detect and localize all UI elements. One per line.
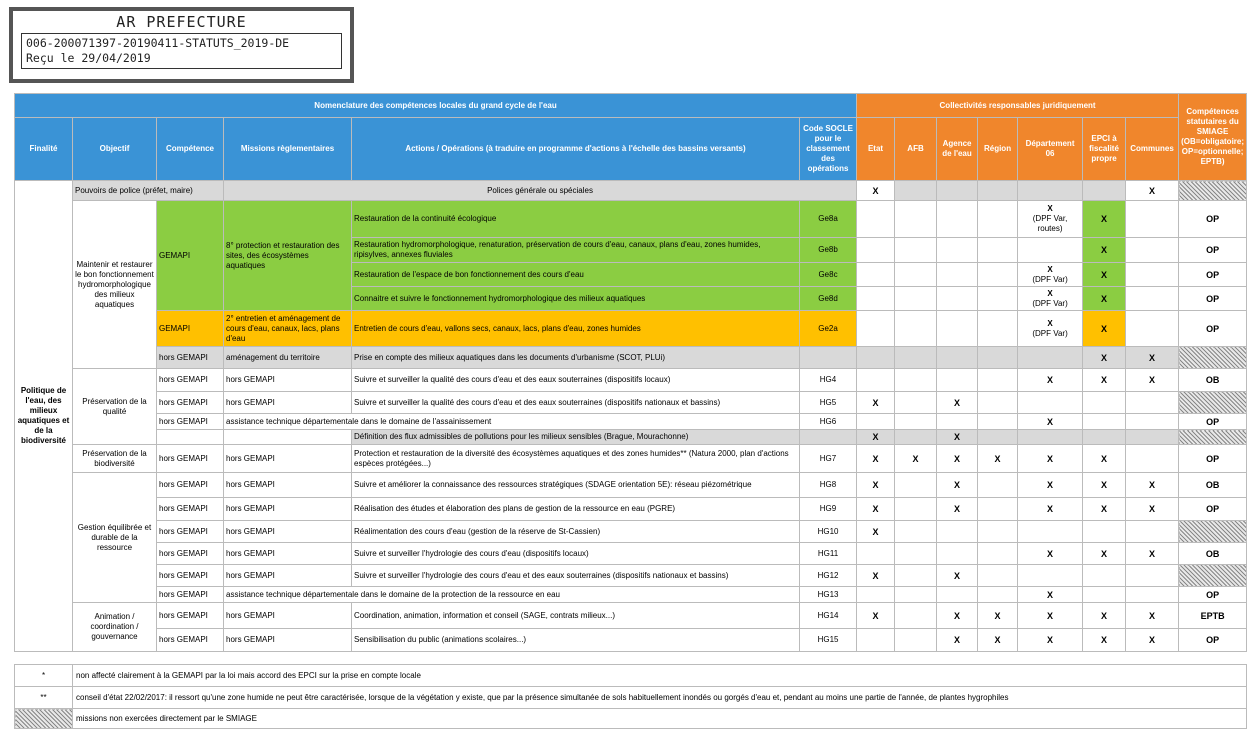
- notes-table: [14, 664, 1247, 729]
- smiage-op: OP: [1179, 414, 1247, 430]
- mission-hors: hors GEMAPI: [224, 603, 352, 629]
- smiage-op: OP: [1179, 587, 1247, 603]
- table-row: [15, 369, 1247, 392]
- mark-x: X: [1083, 263, 1126, 287]
- code-hg4: HG4: [800, 369, 857, 392]
- table-row: [15, 565, 1247, 587]
- table-row: [15, 445, 1247, 473]
- action-flux: Définition des flux admissibles de pollutions pour les milieux sensibles (Brague, Mourachonne): [352, 430, 800, 445]
- objectif-maintenir: Maintenir et restaurer le bon fonctionnement hydromorphologique des milieux aquatiques: [73, 201, 157, 369]
- note-marker: **: [15, 687, 73, 709]
- smiage-ob: OB: [1179, 369, 1247, 392]
- mark-x: X: [1126, 498, 1179, 521]
- mark-x: X: [937, 430, 978, 445]
- competence-hors: hors GEMAPI: [157, 347, 224, 369]
- code-hg12: HG12: [800, 565, 857, 587]
- header-agence: Agence de l'eau: [937, 118, 978, 181]
- mission-assist-ressource: assistance technique départementale dans le domaine de la protection de la ressource en eau: [224, 587, 800, 603]
- mission-hors: hors GEMAPI: [224, 543, 352, 565]
- smiage-op: OP: [1179, 201, 1247, 238]
- mark-x: X: [937, 565, 978, 587]
- mark-x: X: [978, 629, 1018, 652]
- mark-x: X: [978, 603, 1018, 629]
- table-row: [15, 311, 1247, 347]
- finalite-cell: Politique de l'eau, des milieux aquatiques et de la biodiversité: [15, 181, 73, 652]
- mark-x: X: [1083, 603, 1126, 629]
- smiage-op: OP: [1179, 263, 1247, 287]
- table-row: [15, 498, 1247, 521]
- dept-note: (DPF Var, routes): [1032, 214, 1068, 233]
- code-hg8: HG8: [800, 473, 857, 498]
- header-finalite: Finalité: [15, 118, 73, 181]
- competence-hors: hors GEMAPI: [157, 473, 224, 498]
- mark-x: X: [1126, 629, 1179, 652]
- header-collectivites: Collectivités responsables juridiquement: [857, 94, 1179, 118]
- action-hg9: Réalisation des études et élaboration des plans de gestion de la ressource en eau (PGRE): [352, 498, 800, 521]
- mission-2: 2° entretien et aménagement de cours d'eau, canaux, lacs, plans d'eau: [224, 311, 352, 347]
- mission-hors: hors GEMAPI: [224, 445, 352, 473]
- mark-x: X: [1083, 445, 1126, 473]
- police-action: Polices générale ou spéciales: [224, 181, 857, 201]
- hatch-cell: [1179, 392, 1247, 414]
- note-row: [15, 665, 1247, 687]
- note-text: non affecté clairement à la GEMAPI par la loi mais accord des EPCI sur la prise en compte locale: [73, 665, 1247, 687]
- mission-8: 8° protection et restauration des sites, des écosystèmes aquatiques: [224, 201, 352, 311]
- action-hg7: Protection et restauration de la diversité des écosystèmes aquatiques et des zones humides** (Natura 2000, plan d'actions espèces protégées...): [352, 445, 800, 473]
- hatch-cell: [1179, 347, 1247, 369]
- table-row: [15, 587, 1247, 603]
- mark-x: X: [857, 521, 895, 543]
- mark-x: X: [857, 603, 895, 629]
- action-hg12: Suivre et surveiller l'hydrologie des cours d'eau et des eaux souterraines (dispositifs nationaux et bassins): [352, 565, 800, 587]
- mark-x: X: [1126, 369, 1179, 392]
- action-hg11: Suivre et surveiller l'hydrologie des cours d'eau (dispositifs locaux): [352, 543, 800, 565]
- mark-x: X: [937, 603, 978, 629]
- mark-x: X: [1083, 201, 1126, 238]
- table-row: [15, 543, 1247, 565]
- competence-hors: hors GEMAPI: [157, 565, 224, 587]
- smiage-eptb: EPTB: [1179, 603, 1247, 629]
- header-missions: Missions règlementaires: [224, 118, 352, 181]
- header-competence: Compétence: [157, 118, 224, 181]
- hatch-cell: [1179, 565, 1247, 587]
- mark-x: X: [1018, 603, 1083, 629]
- header-departement: Département 06: [1018, 118, 1083, 181]
- competence-hors: hors GEMAPI: [157, 498, 224, 521]
- mark-x: X: [857, 392, 895, 414]
- mark-x: X: [1018, 543, 1083, 565]
- mark-x: X: [857, 181, 895, 201]
- action-hg10: Réalimentation des cours d'eau (gestion de la réserve de St-Cassien): [352, 521, 800, 543]
- hatch-cell: [1179, 430, 1247, 445]
- header-afb: AFB: [895, 118, 937, 181]
- header-etat: Etat: [857, 118, 895, 181]
- table-row: [15, 347, 1247, 369]
- mark-x: X: [1126, 473, 1179, 498]
- mark-x: X: [1047, 204, 1053, 213]
- objectif-gestion: Gestion équilibrée et durable de la ressource: [73, 473, 157, 603]
- competences-table: [14, 93, 1247, 652]
- mission-hors: hors GEMAPI: [224, 629, 352, 652]
- smiage-ob: OB: [1179, 543, 1247, 565]
- mark-x: X: [937, 629, 978, 652]
- mark-x: X: [857, 565, 895, 587]
- competence-gemapi: GEMAPI: [157, 201, 224, 311]
- table-row: [15, 430, 1247, 445]
- mark-x: X: [1083, 369, 1126, 392]
- competence-hors: hors GEMAPI: [157, 414, 224, 430]
- mark-x: X: [1018, 629, 1083, 652]
- table-row: [15, 603, 1247, 629]
- code-ge8b: Ge8b: [800, 238, 857, 263]
- competence-gemapi: GEMAPI: [157, 311, 224, 347]
- action-hg15: Sensibilisation du public (animations scolaires...): [352, 629, 800, 652]
- mark-x: X: [1083, 347, 1126, 369]
- mark-x: X: [1047, 288, 1053, 298]
- mark-x: X: [857, 445, 895, 473]
- note-row: [15, 687, 1247, 709]
- objectif-qualite: Préservation de la qualité: [73, 369, 157, 445]
- mark-x: X: [1047, 264, 1053, 274]
- header-code-socle: Code SOCLE pour le classement des opérations: [800, 118, 857, 181]
- action-ge8a: Restauration de la continuité écologique: [352, 201, 800, 238]
- header-actions: Actions / Opérations (à traduire en programme d'actions à l'échelle des bassins versants): [352, 118, 800, 181]
- table-row: [15, 181, 1247, 201]
- competence-hors: hors GEMAPI: [157, 543, 224, 565]
- table-row: [15, 629, 1247, 652]
- header-objectif: Objectif: [73, 118, 157, 181]
- competence-hors: hors GEMAPI: [157, 445, 224, 473]
- mark-x: X: [857, 473, 895, 498]
- note-text: conseil d'état 22/02/2017: il ressort qu'une zone humide ne peut être caractérisée, lorsque de la végétation y existe, que par la présence simultanée de sols habituellement inondés ou gorgés d'eau et, pendant au moins une partie de l'année, de plantes hygrophiles: [73, 687, 1247, 709]
- table-row: [15, 201, 1247, 238]
- mark-x: X: [857, 430, 895, 445]
- table-row: [15, 473, 1247, 498]
- stamp-title: AR PREFECTURE: [116, 13, 247, 31]
- header-nomenclature: Nomenclature des compétences locales du grand cycle de l'eau: [15, 94, 857, 118]
- code-ge8d: Ge8d: [800, 287, 857, 311]
- competence-hors: hors GEMAPI: [157, 392, 224, 414]
- prefecture-stamp: [9, 7, 354, 83]
- table-row: [15, 392, 1247, 414]
- hatch-legend: [15, 709, 73, 729]
- mark-x: X: [1018, 498, 1083, 521]
- code-ge2a: Ge2a: [800, 311, 857, 347]
- smiage-op: OP: [1179, 287, 1247, 311]
- smiage-ob: OB: [1179, 473, 1247, 498]
- action-hg14: Coordination, animation, information et conseil (SAGE, contrats milieux...): [352, 603, 800, 629]
- code-hg13: HG13: [800, 587, 857, 603]
- note-row: [15, 709, 1247, 729]
- code-ge8c: Ge8c: [800, 263, 857, 287]
- mission-hors: hors GEMAPI: [224, 473, 352, 498]
- note-marker: *: [15, 665, 73, 687]
- note-text: missions non exercées directement par le SMIAGE: [73, 709, 1247, 729]
- mark-x: X: [1083, 629, 1126, 652]
- mission-hors: hors GEMAPI: [224, 392, 352, 414]
- smiage-op: OP: [1179, 498, 1247, 521]
- mission-hors: hors GEMAPI: [224, 565, 352, 587]
- police-label: Pouvoirs de police (préfet, maire): [73, 181, 224, 201]
- mission-amenagement: aménagement du territoire: [224, 347, 352, 369]
- mark-x: X: [1126, 543, 1179, 565]
- competence-hors: hors GEMAPI: [157, 603, 224, 629]
- code-hg15: HG15: [800, 629, 857, 652]
- competence-hors: hors GEMAPI: [157, 369, 224, 392]
- objectif-biodiversite: Préservation de la biodiversité: [73, 445, 157, 473]
- table-row: [15, 414, 1247, 430]
- mark-x: X: [1018, 473, 1083, 498]
- mark-x: X: [1126, 181, 1179, 201]
- competence-hors: hors GEMAPI: [157, 521, 224, 543]
- mark-x: X: [1083, 287, 1126, 311]
- header-epci: EPCI à fiscalité propre: [1083, 118, 1126, 181]
- mark-x: X: [857, 498, 895, 521]
- mark-x: X: [1018, 587, 1083, 603]
- mark-x: X: [937, 445, 978, 473]
- mission-hors: hors GEMAPI: [224, 369, 352, 392]
- mark-x: X: [1083, 473, 1126, 498]
- mission-assist-assain: assistance technique départementale dans le domaine de l'assainissement: [224, 414, 800, 430]
- code-hg6: HG6: [800, 414, 857, 430]
- hatch-cell: [1179, 181, 1247, 201]
- mark-x: X: [937, 392, 978, 414]
- action-hg8: Suivre et améliorer la connaissance des ressources stratégiques (SDAGE orientation 5E): réseau piézométrique: [352, 473, 800, 498]
- smiage-op: OP: [1179, 238, 1247, 263]
- table-row: [15, 521, 1247, 543]
- mark-x: X: [1083, 498, 1126, 521]
- mark-x: X: [1047, 318, 1053, 328]
- stamp-received-date: Reçu le 29/04/2019: [26, 51, 151, 65]
- mark-x: X: [1083, 543, 1126, 565]
- mission-hors: hors GEMAPI: [224, 521, 352, 543]
- mark-x: X: [1018, 414, 1083, 430]
- mark-x: X: [1083, 238, 1126, 263]
- mark-x: X: [937, 473, 978, 498]
- action-urbanisme: Prise en compte des milieux aquatiques dans les documents d'urbanisme (SCOT, PLUi): [352, 347, 800, 369]
- mark-x: X: [978, 445, 1018, 473]
- mark-x: X: [1018, 369, 1083, 392]
- objectif-animation: Animation / coordination / gouvernance: [73, 603, 157, 652]
- code-hg7: HG7: [800, 445, 857, 473]
- action-hg5: Suivre et surveiller la qualité des cours d'eau et des eaux souterraines (dispositifs nationaux et bassins): [352, 392, 800, 414]
- mission-hors: hors GEMAPI: [224, 498, 352, 521]
- header-competences-smiage: Compétences statutaires du SMIAGE (OB=obligatoire; OP=optionnelle; EPTB): [1179, 94, 1247, 181]
- mark-x: X: [937, 498, 978, 521]
- dept-note: (DPF Var): [1032, 298, 1068, 308]
- dept-note: (DPF Var): [1032, 274, 1068, 284]
- header-communes: Communes: [1126, 118, 1179, 181]
- code-hg5: HG5: [800, 392, 857, 414]
- mark-x: X: [1126, 347, 1179, 369]
- competence-hors: hors GEMAPI: [157, 629, 224, 652]
- action-ge8d: Connaitre et suivre le fonctionnement hydromorphologique des milieux aquatiques: [352, 287, 800, 311]
- mark-x: X: [1126, 603, 1179, 629]
- smiage-op: OP: [1179, 311, 1247, 347]
- code-hg9: HG9: [800, 498, 857, 521]
- dept-note: (DPF Var): [1032, 328, 1068, 338]
- competence-hors: hors GEMAPI: [157, 587, 224, 603]
- mark-x: X: [1018, 445, 1083, 473]
- stamp-reference: 006-200071397-20190411-STATUTS_2019-DE: [26, 36, 290, 50]
- mark-x: X: [1083, 311, 1126, 347]
- hatch-cell: [1179, 521, 1247, 543]
- code-hg14: HG14: [800, 603, 857, 629]
- code-hg11: HG11: [800, 543, 857, 565]
- smiage-op: OP: [1179, 629, 1247, 652]
- header-region: Région: [978, 118, 1018, 181]
- code-hg10: HG10: [800, 521, 857, 543]
- action-ge2a: Entretien de cours d'eau, vallons secs, canaux, lacs, plans d'eau, zones humides: [352, 311, 800, 347]
- stamp-box: [21, 33, 342, 69]
- action-hg4: Suivre et surveiller la qualité des cours d'eau et des eaux souterraines (dispositifs locaux): [352, 369, 800, 392]
- action-ge8c: Restauration de l'espace de bon fonctionnement des cours d'eau: [352, 263, 800, 287]
- mark-x: X: [895, 445, 937, 473]
- code-ge8a: Ge8a: [800, 201, 857, 238]
- action-ge8b: Restauration hydromorphologique, renaturation, préservation de cours d'eau, canaux, plans d'eau, zones humides, ripisylves, annexes fluviales: [352, 238, 800, 263]
- smiage-op: OP: [1179, 445, 1247, 473]
